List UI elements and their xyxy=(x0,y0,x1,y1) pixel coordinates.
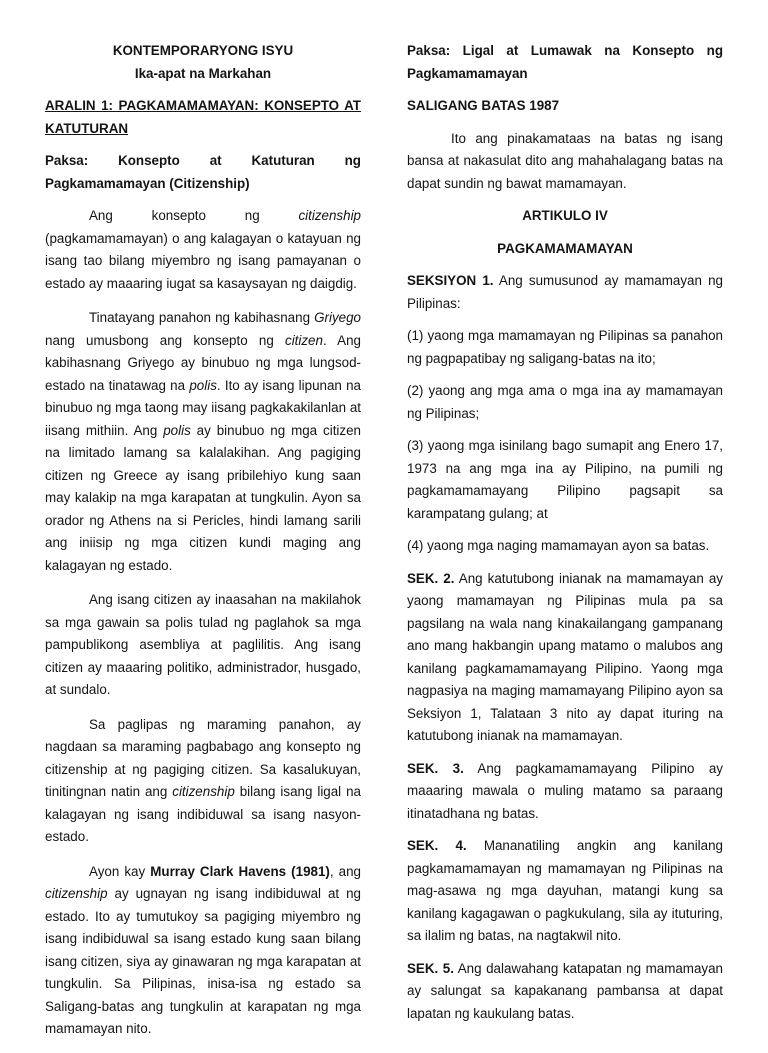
section-text: Ang katutubong inianak na mamamayan ay yaong mamamayan ng Pilipinas mula pa sa pagsilang na wala nang kinakailangang gampanang ano mang hakbangin upang matamo o malubos ang kanilang pagkamamamayang Pilipino. Yaong mga nagpasiya na maging mamamayang Pilipino ayon sa Seksiyon 1, Talataan 3 nito ay dapat ituring na katutubong inianak na mamamayan. xyxy=(407,570,723,743)
text-run: . Ang kabihasnang Griyego ay binubuo ng mga lungsod-estado na tinatawag na xyxy=(45,332,361,393)
text-run: ay binubuo ng mga citizen na limitado lamang sa kalalakihan. Ang pagiging citizen ng Greece ay isang pribilehiyo kung saan may kalakip na mga karapatan at tungkulin. Ayon sa orador ng Athens na si Pericles, hindi lamang sarili ang iniisip ng mga citizen kundi maging ang kalagayan ng estado. xyxy=(45,422,361,573)
text-run: ay ugnayan ng isang indibiduwal at ng estado. Ito ay tumutukoy sa pagiging miyembro ng isang indibiduwal sa isang estado kung saan bilang isang citizen, siya ay ginawaran ng mga karapatan at tungkulin. Sa Pilipinas, inisa-isa ng estado sa Saligang-batas ang tungkulin at karapatan ng mga mamamayan nito. xyxy=(45,886,361,1036)
italic-term: citizenship xyxy=(45,886,108,901)
italic-term: citizenship xyxy=(298,208,361,223)
document-subtitle: Ika-apat na Markahan xyxy=(134,65,272,81)
paragraph-constitution-intro: Ito ang pinakamataas na batas ng isang bansa at nakasulat dito ang mahahalagang batas na dapat sundin ng bawat mamamayan. xyxy=(407,130,723,191)
italic-term: Griyego xyxy=(314,310,361,325)
article-heading: ARTIKULO IV xyxy=(522,208,608,223)
section-text: Mananatiling angkin ang kanilang pagkamamamayan ng mamamayan ng Pilipinas na mag-asawa ng mga dayuhan, matangi kung sa kanilang kagagawan o pagkukulang, sila ay ituturing, sa ilalim ng batas, na nagtakwil nito. xyxy=(407,838,723,943)
text-run: Ang konsepto ng xyxy=(89,208,299,223)
italic-term: citizen xyxy=(285,332,323,348)
text-run: Ayon kay xyxy=(89,863,151,879)
section-4 xyxy=(407,835,723,948)
paragraph-havens-definition xyxy=(45,861,361,1041)
text-run: Tinatayang panahon ng kabihasnang xyxy=(89,310,315,325)
section-label: SEK. 3. xyxy=(407,760,464,776)
section-label: SEK. 4. xyxy=(407,838,467,853)
section-text: Ang pagkamamamayang Pilipino ay maaaring mawala o muling matamo sa paraang itinatadhana ng batas. xyxy=(407,760,723,821)
citizenship-heading: PAGKAMAMAMAYAN xyxy=(497,240,633,256)
text-run: Sa paglipas ng maraming panahon, ay nagdaan sa maraming pagbabago ang konsepto ng citizenship at ng pagiging citizen. Sa kasalukuyan, tinitingnan natin ang xyxy=(45,716,361,799)
topic-heading-left: Paksa: Konsepto at Katuturan ng Pagkamamamayan (Citizenship) xyxy=(45,153,361,191)
section-text: Ang dalawahang katapatan ng mamamayan ay salungat sa kapakanang pambansa at dapat lapatan ng kaukulang batas. xyxy=(407,960,723,1021)
topic-heading-right: Paksa: Ligal at Lumawak na Konsepto ng Pagkamamamayan xyxy=(407,43,723,81)
section-1-item: (3) yaong mga isinilang bago sumapit ang Enero 17, 1973 na ang mga ina ay Pilipino, na pumili ng pagkamamamayang Pilipino pagsapit sa karampatang gulang; at xyxy=(407,438,723,521)
paragraph-citizenship-concept xyxy=(45,205,361,295)
bold-citation: Murray Clark Havens (1981) xyxy=(150,863,330,879)
section-2 xyxy=(407,568,723,748)
italic-term: polis xyxy=(189,377,217,393)
section-text: Ang sumusunod ay mamamayan ng Pilipinas: xyxy=(407,273,723,311)
section-1-item: (4) yaong mga naging mamamayan ayon sa batas. xyxy=(407,538,710,553)
section-1 xyxy=(407,270,723,315)
section-1-item: (2) yaong ang mga ama o mga ina ay mamamayan ng Pilipinas; xyxy=(407,383,723,421)
left-column xyxy=(45,40,361,1053)
text-run: (pagkamamamayan) o ang kalagayan o katayuan ng isang tao bilang miyembro ng isang pamayanan o estado ay maaaring iugat sa kasaysayan ng daigdig. xyxy=(45,230,361,291)
section-label: SEK. 5. xyxy=(407,960,454,976)
constitution-heading: SALIGANG BATAS 1987 xyxy=(407,98,560,113)
italic-term: citizenship xyxy=(172,784,235,799)
text-run: bilang isang ligal na kalagayan ng isang indibiduwal sa isang nasyon-estado. xyxy=(45,784,361,844)
document-title: KONTEMPORARYONG ISYU xyxy=(112,43,294,58)
lesson-heading: ARALIN 1: PAGKAMAMAMAYAN: KONSEPTO AT KATUTURAN xyxy=(45,98,361,136)
section-label: SEKSIYON 1. xyxy=(407,273,494,288)
paragraph-citizenship-change xyxy=(45,714,361,849)
paragraph-citizen-participation: Ang isang citizen ay inaasahan na makilahok sa mga gawain sa polis tulad ng paglahok sa mga pampublikong asembliya at paglilitis. Ang isang citizen ay maaaring politiko, administrador, husgado, at sundalo. xyxy=(45,592,361,697)
paragraph-greek-civilization xyxy=(45,307,361,577)
text-run: . Ito ay isang lipunan na binubuo ng mga taong may iisang pagkakakilanlan at iisang mithiin. Ang xyxy=(45,377,362,438)
section-3 xyxy=(407,758,723,826)
section-5 xyxy=(407,958,723,1026)
section-1-item: (1) yaong mga mamamayan ng Pilipinas sa panahon ng pagpapatibay ng saligang-batas na ito; xyxy=(407,328,723,366)
section-label: SEK. 2. xyxy=(407,570,455,586)
text-run: , ang xyxy=(329,863,362,879)
text-run: nang umusbong ang konsepto ng xyxy=(45,332,285,348)
italic-term: polis xyxy=(163,422,191,438)
right-column xyxy=(407,40,723,1035)
